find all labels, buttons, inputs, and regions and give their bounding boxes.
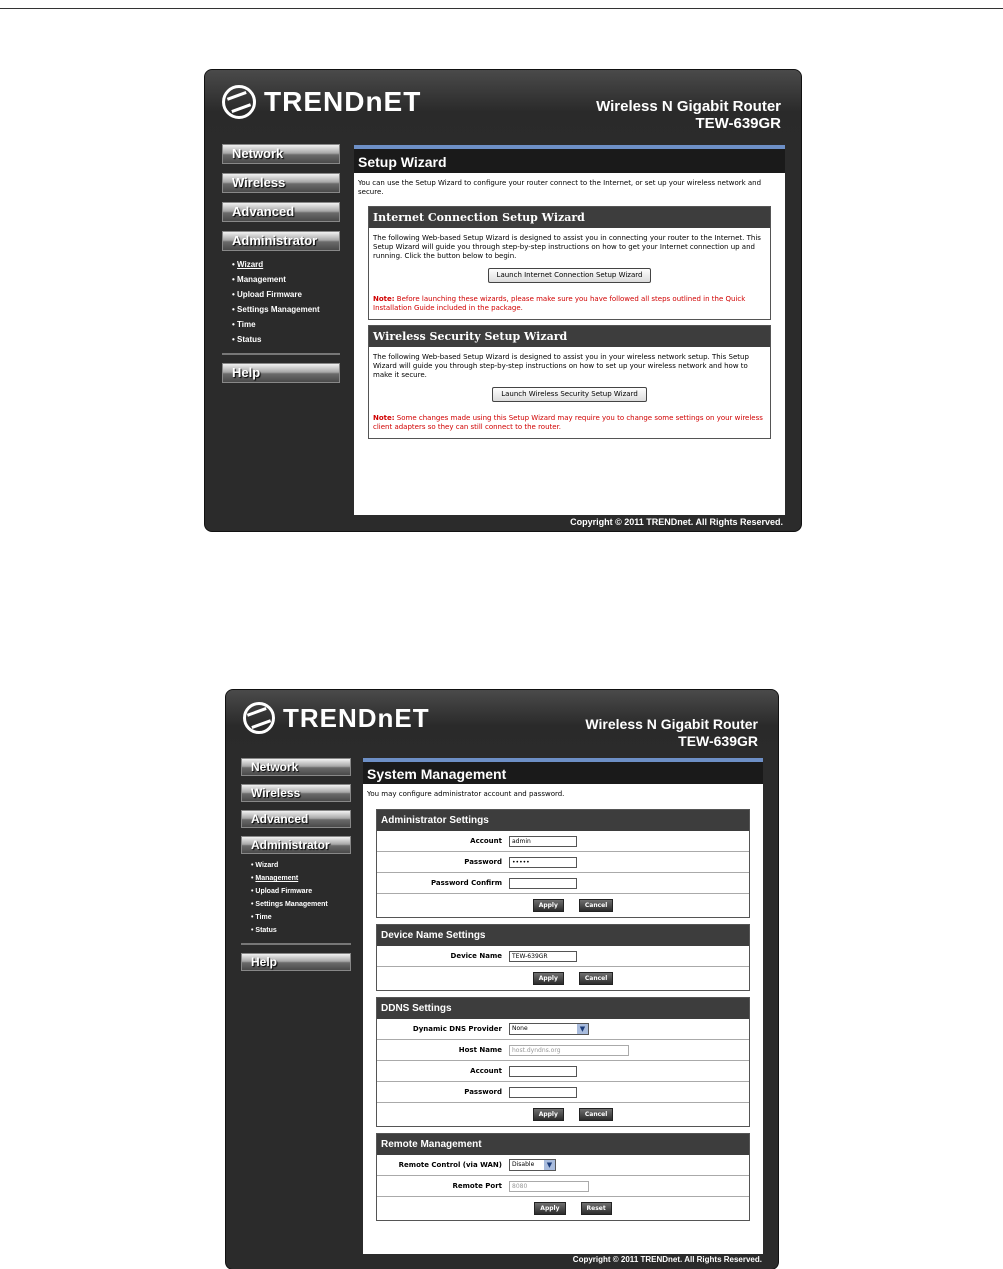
apply-button[interactable]: Apply: [533, 1108, 564, 1121]
internet-wizard-section: [368, 206, 771, 320]
password-confirm-label: Password Confirm: [430, 879, 502, 887]
section-title: Device Name Settings: [377, 925, 749, 946]
submenu-settings-management[interactable]: • Settings Management: [232, 302, 340, 317]
section-note: Note: Before launching these wizards, please make sure you have followed all steps outlined in the Quick Installation Guide included in the package.: [373, 295, 746, 312]
submenu-status[interactable]: • Status: [232, 332, 340, 347]
sidebar-nav: [241, 758, 351, 979]
form-row: [377, 852, 749, 873]
trendnet-logo: [222, 85, 421, 119]
remote-port-label: Remote Port: [452, 1182, 502, 1190]
nav-administrator[interactable]: Administrator: [241, 836, 351, 854]
host-name-label: Host Name: [458, 1046, 502, 1054]
page-top-rule: [0, 8, 1003, 9]
host-name-input[interactable]: host.dyndns.org: [509, 1045, 629, 1056]
account-input[interactable]: admin: [509, 836, 577, 847]
section-title: Remote Management: [377, 1134, 749, 1155]
remote-control-label: Remote Control (via WAN): [398, 1161, 502, 1169]
apply-button[interactable]: Apply: [534, 1202, 565, 1215]
remote-port-input[interactable]: 8080: [509, 1181, 589, 1192]
submenu-wizard[interactable]: • Wizard: [232, 257, 340, 272]
administrator-submenu: [222, 257, 340, 355]
product-name: Wireless N Gigabit Router: [596, 98, 781, 115]
device-name-input[interactable]: TEW-639GR: [509, 951, 577, 962]
password-confirm-input[interactable]: [509, 878, 577, 889]
main-content: [363, 758, 763, 1254]
submenu-time[interactable]: • Time: [251, 911, 351, 924]
submenu-upload-firmware[interactable]: • Upload Firmware: [251, 885, 351, 898]
section-title: DDNS Settings: [377, 998, 749, 1019]
administrator-submenu: [241, 859, 351, 945]
brand-name: TRENDnET: [283, 702, 430, 733]
ddns-password-input[interactable]: [509, 1087, 577, 1098]
chevron-down-icon: ▼: [544, 1160, 555, 1170]
nav-administrator[interactable]: Administrator: [222, 231, 340, 251]
cancel-button[interactable]: Cancel: [579, 972, 613, 985]
dns-provider-select[interactable]: None ▼: [509, 1023, 589, 1035]
form-row: [377, 1061, 749, 1082]
remote-management-section: [376, 1133, 750, 1221]
form-row: [377, 873, 749, 894]
main-content: [354, 145, 785, 515]
section-title: Wireless Security Setup Wizard: [369, 326, 770, 347]
trendnet-logo-icon: [222, 85, 256, 119]
header: [226, 690, 778, 750]
nav-network[interactable]: Network: [241, 758, 351, 776]
copyright: Copyright © 2011 TRENDnet. All Rights Reserved.: [572, 1255, 762, 1264]
launch-wireless-wizard-button[interactable]: Launch Wireless Security Setup Wizard: [492, 387, 647, 402]
cancel-button[interactable]: Cancel: [579, 899, 613, 912]
submenu-time[interactable]: • Time: [232, 317, 340, 332]
section-title: Internet Connection Setup Wizard: [369, 207, 770, 228]
password-input[interactable]: •••••: [509, 857, 577, 868]
submenu-management[interactable]: • Management: [251, 872, 351, 885]
model-number: TEW-639GR: [695, 115, 781, 132]
reset-button[interactable]: Reset: [581, 1202, 612, 1215]
router-ui-setup-wizard: [205, 70, 801, 531]
nav-help[interactable]: Help: [222, 363, 340, 383]
apply-button[interactable]: Apply: [533, 899, 564, 912]
account-label: Account: [470, 837, 502, 845]
cancel-button[interactable]: Cancel: [579, 1108, 613, 1121]
trendnet-logo-icon: [243, 702, 275, 734]
dns-provider-label: Dynamic DNS Provider: [412, 1025, 502, 1033]
product-info: [596, 98, 781, 132]
submenu-status[interactable]: • Status: [251, 924, 351, 937]
password-label: Password: [464, 858, 502, 866]
form-row: [377, 946, 749, 967]
form-row: [377, 1019, 749, 1040]
submenu-upload-firmware[interactable]: • Upload Firmware: [232, 287, 340, 302]
section-description: The following Web-based Setup Wizard is designed to assist you in your wireless network setup. This Setup Wizard will guide you through step-by-step instructions on how to set up your wireless network and how to make it secure.: [373, 353, 749, 379]
form-row: [377, 1082, 749, 1103]
copyright: Copyright © 2011 TRENDnet. All Rights Reserved.: [570, 517, 783, 527]
form-row: [377, 1040, 749, 1061]
page-intro: You may configure administrator account and password.: [367, 790, 565, 798]
device-name-label: Device Name: [450, 952, 502, 960]
nav-wireless[interactable]: Wireless: [222, 173, 340, 193]
ddns-settings-section: [376, 997, 750, 1127]
nav-advanced[interactable]: Advanced: [222, 202, 340, 222]
apply-button[interactable]: Apply: [533, 972, 564, 985]
device-name-section: [376, 924, 750, 991]
nav-help[interactable]: Help: [241, 953, 351, 971]
section-note: Note: Some changes made using this Setup Wizard may require you to change some settings on your wireless client adapters so they can still connect to the router.: [373, 414, 763, 431]
page-title: System Management: [363, 762, 763, 786]
ddns-account-input[interactable]: [509, 1066, 577, 1077]
form-row: [377, 1155, 749, 1176]
nav-wireless[interactable]: Wireless: [241, 784, 351, 802]
section-description: The following Web-based Setup Wizard is designed to assist you in connecting your router to the Internet. This Setup Wizard will guide you through step-by-step instructions on how to get your Internet connection up and running. Click the button below to begin.: [373, 234, 761, 260]
chevron-down-icon: ▼: [577, 1024, 588, 1034]
administrator-settings-section: [376, 809, 750, 918]
nav-advanced[interactable]: Advanced: [241, 810, 351, 828]
section-title: Administrator Settings: [377, 810, 749, 831]
page-title: Setup Wizard: [354, 149, 785, 175]
launch-internet-wizard-button[interactable]: Launch Internet Connection Setup Wizard: [488, 268, 652, 283]
page-intro: You can use the Setup Wizard to configure your router connect to the Internet, or set up your wireless network and secure.: [358, 179, 762, 196]
product-info: [585, 716, 758, 750]
header: [205, 70, 801, 140]
model-number: TEW-639GR: [678, 733, 758, 749]
submenu-management[interactable]: • Management: [232, 272, 340, 287]
form-row: [377, 831, 749, 852]
router-ui-system-management: [226, 690, 778, 1269]
submenu-settings-management[interactable]: • Settings Management: [251, 898, 351, 911]
remote-control-select[interactable]: Disable ▼: [509, 1159, 556, 1171]
wireless-wizard-section: [368, 325, 771, 439]
sidebar-nav: [222, 144, 340, 392]
ddns-account-label: Account: [470, 1067, 502, 1075]
ddns-password-label: Password: [464, 1088, 502, 1096]
trendnet-logo: [243, 702, 430, 734]
nav-network[interactable]: Network: [222, 144, 340, 164]
form-row: [377, 1176, 749, 1197]
brand-name: TRENDnET: [264, 86, 422, 117]
submenu-wizard[interactable]: • Wizard: [251, 859, 351, 872]
product-name: Wireless N Gigabit Router: [585, 716, 758, 732]
